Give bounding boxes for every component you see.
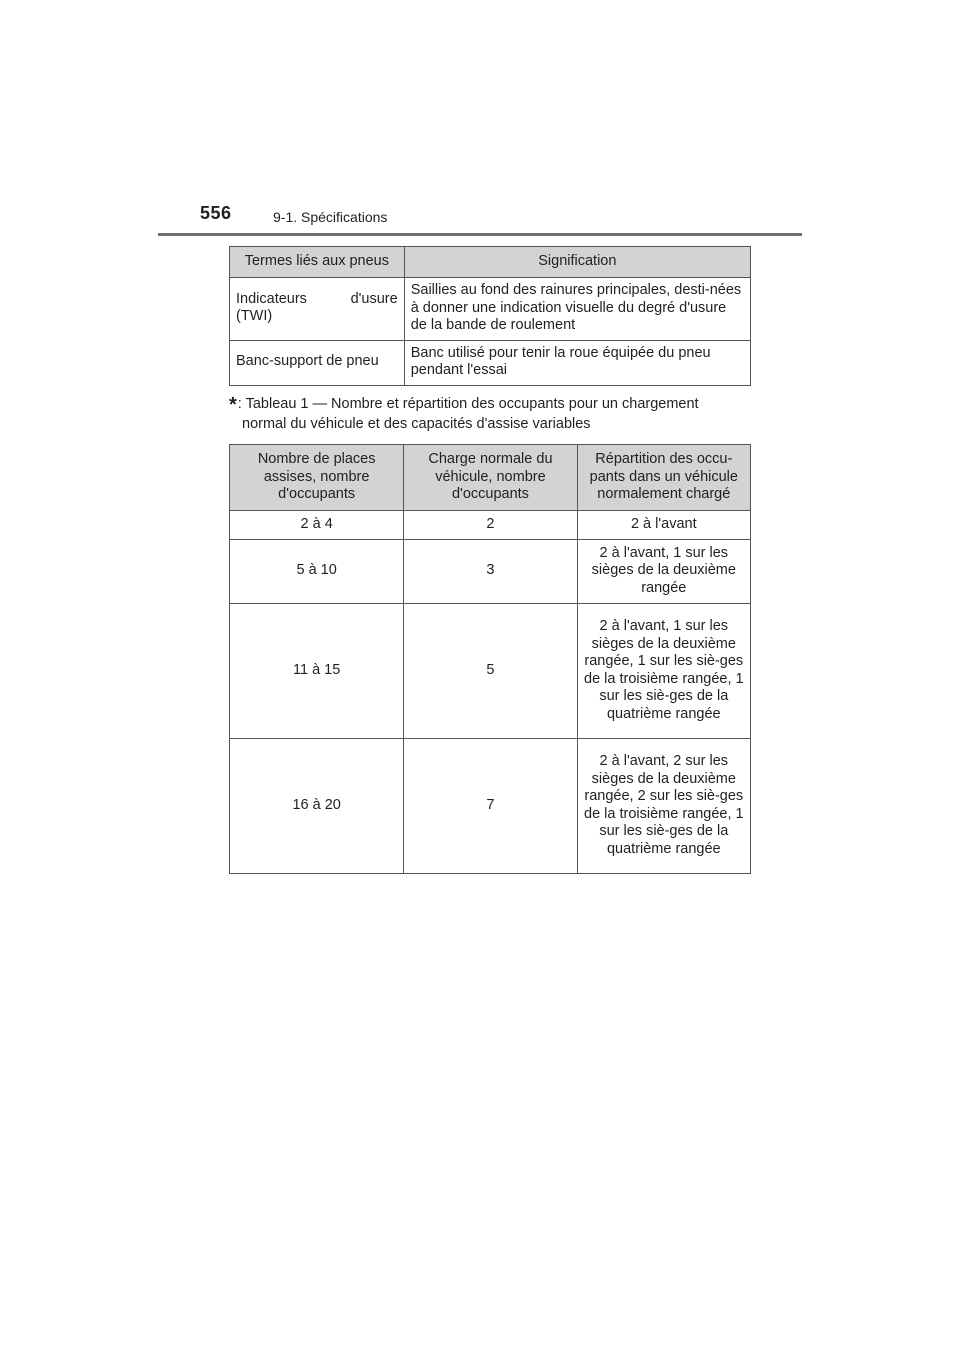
table-row	[230, 738, 751, 873]
table-cell: 5	[404, 603, 577, 738]
table-cell: 2 à l'avant	[577, 510, 750, 539]
table-cell: 7	[404, 738, 577, 873]
term-text: Indicateurs	[236, 290, 307, 307]
table-row	[230, 539, 751, 603]
section-title: 9-1. Spécifications	[273, 209, 388, 225]
table-cell: 5 à 10	[230, 539, 404, 603]
table-cell: 2 à l'avant, 2 sur les sièges de la deuxième rangée, 2 sur les siè-ges de la troisième rangée, 1 sur les siè-ges de la quatrième rangée	[577, 738, 750, 873]
table-cell: 11 à 15	[230, 603, 404, 738]
table-cell: 3	[404, 539, 577, 603]
column-header: Signification	[404, 247, 750, 278]
occupancy-table	[229, 444, 751, 874]
table-row	[230, 340, 751, 385]
footnote-text: : Tableau 1 — Nombre et répartition des occupants pour un chargement	[237, 396, 699, 412]
footnote	[229, 395, 759, 434]
column-header: Nombre de places assises, nombre d'occupants	[230, 445, 404, 511]
table-cell: 16 à 20	[230, 738, 404, 873]
page-number: 556	[200, 203, 232, 223]
meaning-cell: Saillies au fond des rainures principales, desti-nées à donner une indication visuelle du degré d'usure de la bande de roulement	[404, 278, 750, 341]
table-row	[230, 278, 751, 341]
footnote-text: normal du véhicule et des capacités d'assise variables	[242, 416, 591, 432]
table-row	[230, 603, 751, 738]
column-header: Termes liés aux pneus	[230, 247, 405, 278]
table-header-row	[230, 247, 751, 278]
table-cell: 2	[404, 510, 577, 539]
footnote-marker: *	[229, 394, 237, 416]
table-cell: 2 à l'avant, 1 sur les sièges de la deuxième rangée, 1 sur les siè-ges de la troisième rangée, 1 sur les siè-ges de la quatrième rangée	[577, 603, 750, 738]
table-cell: 2 à 4	[230, 510, 404, 539]
header-divider	[158, 233, 802, 236]
term-text: d'usure	[350, 290, 398, 307]
tire-terms-table	[229, 246, 751, 386]
term-cell	[230, 278, 405, 341]
column-header: Répartition des occu-pants dans un véhicule normalement chargé	[577, 445, 750, 511]
table-row	[230, 510, 751, 539]
table-cell: 2 à l'avant, 1 sur les sièges de la deuxième rangée	[577, 539, 750, 603]
table-header-row	[230, 445, 751, 511]
term-cell: Banc-support de pneu	[230, 340, 405, 385]
term-text: (TWI)	[236, 308, 273, 325]
meaning-cell: Banc utilisé pour tenir la roue équipée du pneu pendant l'essai	[404, 340, 750, 385]
column-header: Charge normale du véhicule, nombre d'occupants	[404, 445, 577, 511]
